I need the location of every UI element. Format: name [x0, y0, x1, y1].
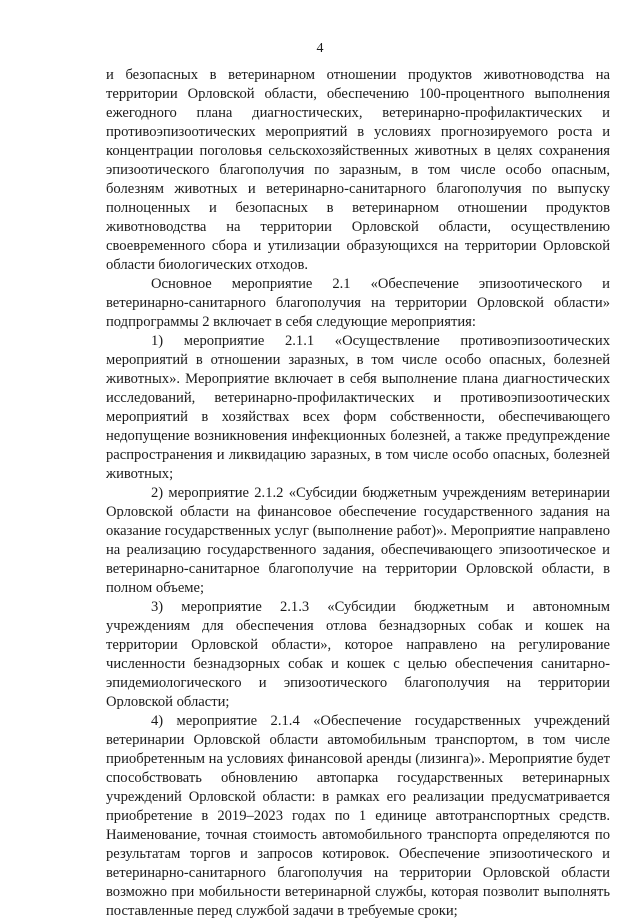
document-body	[106, 66, 610, 921]
list-item-activity-2-1-3: 3) мероприятие 2.1.3 «Субсидии бюджетным и автономным учреждениям для обеспечения отлова безнадзорных собак и кошек на территории Орловской области», которое направлено на регулирование численности безнадзорных собак и кошек с целью обеспечения санитарно-эпидемиологического и эпизоотического благополучия на территории Орловской области;	[106, 599, 610, 710]
paragraph-continuation: и безопасных в ветеринарном отношении продуктов животноводства на территории Орловской области, обеспечению 100-процентного выполнения ежегодного плана диагностических, ветеринарно-профилактических и противоэпизоотических мероприятий в условиях прогнозируемого роста и концентрации поголовья сельскохозяйственных животных в целях сохранения эпизоотического благополучия по заразным, в том числе особо опасным, болезням животных и ветеринарно-санитарного благополучия по выпуску полноценных и безопасных в ветеринарном отношении продуктов животноводства на территории Орловской области, осуществлению своевременного сбора и утилизации образующихся на территории Орловской области биологических отходов.	[106, 67, 610, 273]
list-item-activity-2-1-4: 4) мероприятие 2.1.4 «Обеспечение государственных учреждений ветеринарии Орловской области автомобильным транспортом, в том числе приобретенным на условиях финансовой аренды (лизинга)». Мероприятие будет способствовать обновлению автопарка государственных ветеринарных учреждений Орловской области: в рамках его реализации предусматривается приобретение в 2019–2023 годах по 1 единице автотранспортных средств. Наименование, точная стоимость автомобильного транспорта определяются по результатам торгов и запросов котировок. Обеспечение эпизоотического и ветеринарно-санитарного благополучия на территории Орловской области возможно при мобильности ветеринарной службы, которая позволит выполнять поставленные перед службой задачи в требуемые сроки;	[106, 713, 610, 919]
list-item-activity-2-1-1: 1) мероприятие 2.1.1 «Осуществление противоэпизоотических мероприятий в отношении заразных, в том числе особо опасных, болезней животных». Мероприятие включает в себя выполнение плана диагностических исследований, ветеринарно-профилактических и противоэпизоотических мероприятий в хозяйствах всех форм собственности, обеспечивающего недопущение возникновения инфекционных болезней, а также предупреждение распространения и ликвидацию заразных, в том числе особо опасных, болезней животных;	[106, 333, 610, 482]
list-item-activity-2-1-2: 2) мероприятие 2.1.2 «Субсидии бюджетным учреждениям ветеринарии Орловской области на финансовое обеспечение государственного задания на оказание государственных услуг (выполнение работ)». Мероприятие направлено на реализацию государственного задания, обеспечивающего эпизоотическое и ветеринарно-санитарное благополучие на территории Орловской области, в полном объеме;	[106, 485, 610, 596]
paragraph-main-activity: Основное мероприятие 2.1 «Обеспечение эпизоотического и ветеринарно-санитарного благополучия на территории Орловской области» подпрограммы 2 включает в себя следующие мероприятия:	[106, 276, 610, 330]
page-number: 4	[316, 41, 324, 56]
